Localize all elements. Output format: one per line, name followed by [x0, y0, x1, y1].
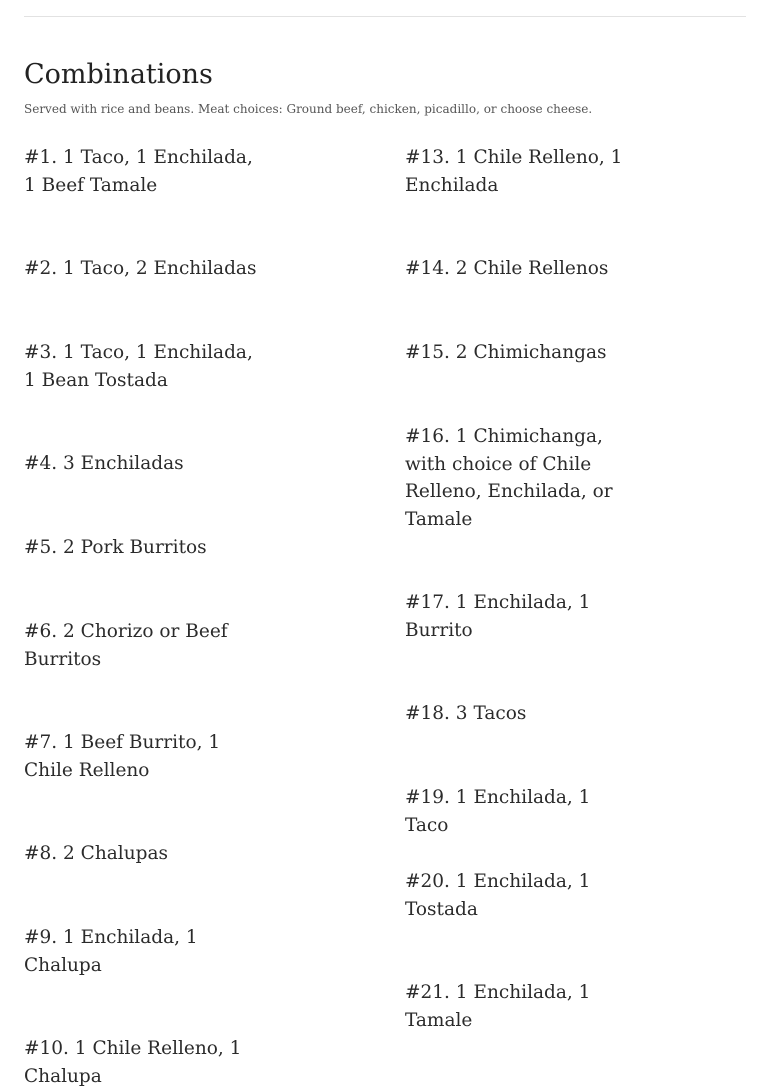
section-description: Served with rice and beans. Meat choices: Ground beef, chicken, picadillo, or choose cheese. — [24, 102, 593, 116]
menu-item: #7. 1 Beef Burrito, 1 Chile Relleno — [24, 732, 221, 781]
menu-item: #2. 1 Taco, 2 Enchiladas — [24, 258, 257, 279]
menu-item: #5. 2 Pork Burritos — [24, 537, 207, 558]
section-divider — [24, 16, 746, 17]
menu-item: #15. 2 Chimichangas — [405, 342, 607, 363]
menu-item: #8. 2 Chalupas — [24, 843, 168, 864]
menu-item: #16. 1 Chimichanga, with choice of Chile Relleno, Enchilada, or Tamale — [405, 426, 613, 530]
menu-item: #19. 1 Enchilada, 1 Taco — [405, 787, 591, 836]
menu-item: #3. 1 Taco, 1 Enchilada, 1 Bean Tostada — [24, 342, 253, 391]
section-title: Combinations — [24, 59, 213, 90]
menu-item: #9. 1 Enchilada, 1 Chalupa — [24, 927, 198, 976]
menu-item: #13. 1 Chile Relleno, 1 Enchilada — [405, 147, 623, 196]
menu-item: #17. 1 Enchilada, 1 Burrito — [405, 592, 591, 641]
menu-item: #18. 3 Tacos — [405, 703, 527, 724]
menu-item: #10. 1 Chile Relleno, 1 Chalupa — [24, 1038, 242, 1087]
menu-item: #6. 2 Chorizo or Beef Burritos — [24, 621, 228, 670]
menu-item: #1. 1 Taco, 1 Enchilada, 1 Beef Tamale — [24, 147, 253, 196]
menu-item: #14. 2 Chile Rellenos — [405, 258, 609, 279]
menu-item: #20. 1 Enchilada, 1 Tostada — [405, 871, 591, 920]
menu-item: #21. 1 Enchilada, 1 Tamale — [405, 982, 591, 1031]
menu-item: #4. 3 Enchiladas — [24, 453, 184, 474]
